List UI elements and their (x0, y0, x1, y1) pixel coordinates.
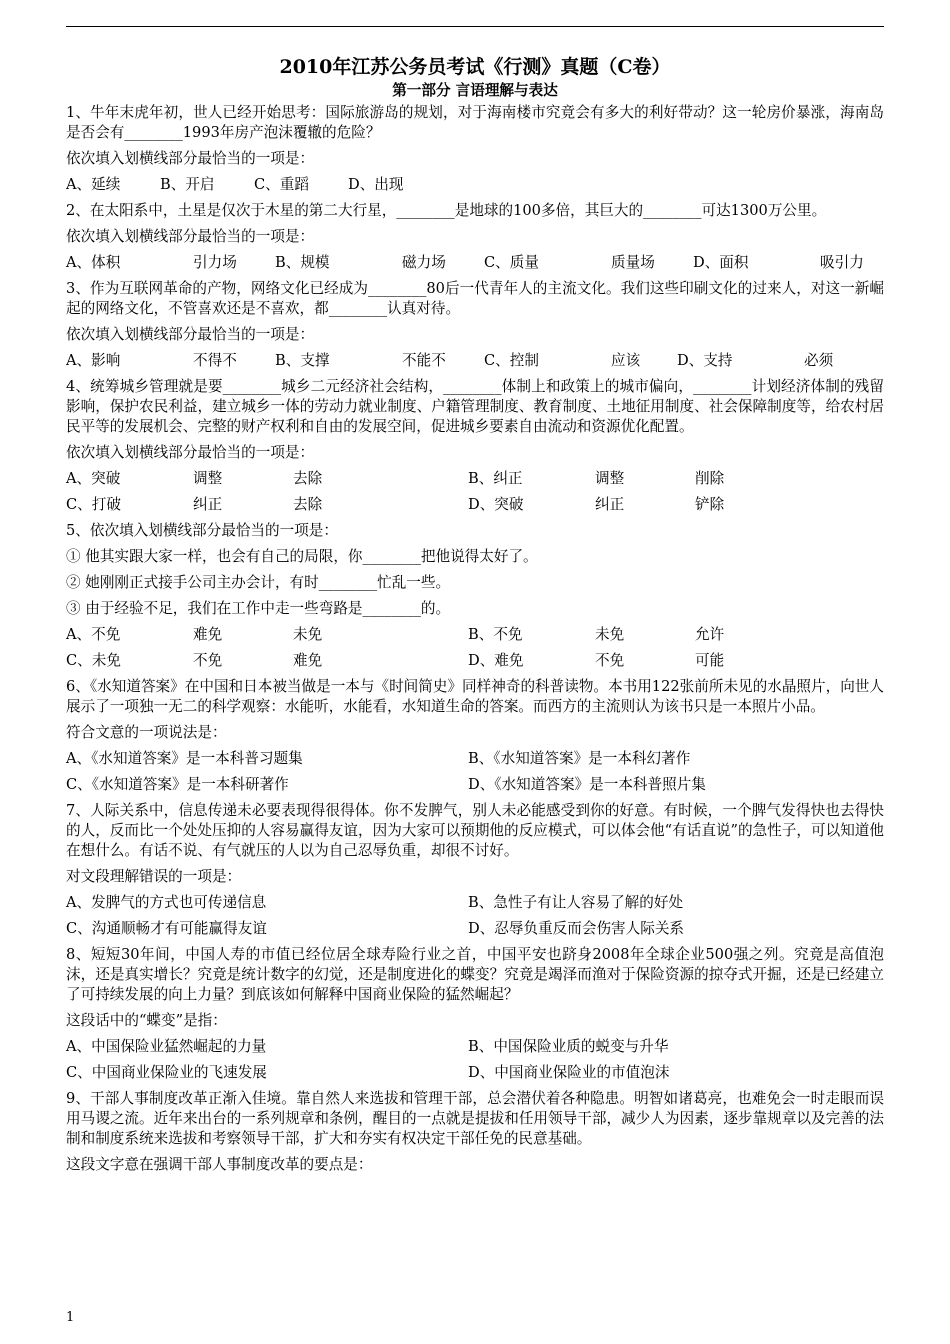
option-b: B、急性子有让人容易了解的好处 (468, 894, 684, 911)
option-b: B、《水知道答案》是一本科幻著作 (468, 750, 691, 767)
option-b: B、开启 (160, 176, 215, 193)
question-5-line-3: ③ 由于经验不足，我们在工作中走一些弯路是________的。 (66, 600, 451, 617)
question-6-options-row-2 (66, 775, 884, 795)
question-5-options (66, 625, 884, 645)
option-a: A、延续 (66, 176, 121, 193)
question-5-line-2: ② 她刚刚正式接手公司主办会计，有时________忙乱一些。 (66, 574, 451, 591)
option-d: D、《水知道答案》是一本科普照片集 (468, 776, 706, 793)
question-3-prompt: 依次填入划横线部分最恰当的一项是： (66, 326, 315, 343)
option-d: D、难免 不免 可能 (468, 652, 725, 669)
question-1-text: 1、牛年末虎年初，世人已经开始思考：国际旅游岛的规划，对于海南楼市究竟会有多大的利好带动？这一轮房价暴涨，海南岛是否会有________1993年房产泡沫覆辙的危险？ (66, 104, 884, 141)
option-c: C、《水知道答案》是一本科研著作 (66, 776, 289, 793)
option-a: A、中国保险业猛然崛起的力量 (66, 1038, 267, 1055)
option-d: D、出现 (348, 176, 404, 193)
question-8-options-row-2 (66, 1063, 884, 1083)
option-c: C、质量 质量场 (484, 254, 655, 271)
option-d: D、忍辱负重反而会伤害人际关系 (468, 920, 685, 937)
question-6-text: 6、《水知道答案》在中国和日本被当做是一本与《时间简史》同样神奇的科普读物。本书用122张前所未见的水晶照片，向世人展示了一项独一无二的科学观察：水能听，水能看，水知道生命的答案。而西方的主流则认为该书只是一本照片小品。 (66, 678, 884, 715)
option-a: A、不免 难免 未免 (66, 626, 323, 643)
question-7-text: 7、人际关系中，信息传递未必要表现得很得体。你不发脾气，别人未必能感受到你的好意。有时候，一个脾气发得快也去得快的人，反而比一个处处压抑的人容易赢得友谊，因为大家可以预期他的反应模式，可以体会他“有话直说”的急性子，可以知道他在想什么。有话不说、有气就压的人以为自己忍辱负重，却很不讨好。 (66, 802, 884, 859)
question-4-options (66, 469, 884, 489)
header-rule (66, 26, 884, 27)
question-5-options-row-2 (66, 651, 884, 671)
page-number: 1 (66, 1310, 75, 1325)
option-a: A、发脾气的方式也可传递信息 (66, 894, 267, 911)
option-d: D、支持 必须 (677, 352, 834, 369)
option-b: B、不免 未免 允许 (468, 626, 725, 643)
question-1-options (66, 175, 884, 195)
question-9-prompt: 这段文字意在强调干部人事制度改革的要点是： (66, 1156, 373, 1173)
option-c: C、重蹈 (254, 176, 309, 193)
page-title: 2010年江苏公务员考试《行测》真题（C卷） (279, 56, 671, 78)
question-7-prompt: 对文段理解错误的一项是： (66, 868, 242, 885)
question-2-text: 2、在太阳系中，土星是仅次于木星的第二大行星，________是地球的100多倍，其巨大的________可达1300万公里。 (66, 202, 827, 219)
question-7-options-row-2 (66, 919, 884, 939)
question-4-prompt: 依次填入划横线部分最恰当的一项是： (66, 444, 315, 461)
question-2-prompt: 依次填入划横线部分最恰当的一项是： (66, 228, 315, 245)
option-b: B、纠正 调整 削除 (468, 470, 725, 487)
question-8-options (66, 1037, 884, 1057)
question-8-text: 8、短短30年间，中国人寿的市值已经位居全球寿险行业之首，中国平安也跻身2008年全球企业500强之列。究竟是高值泡沫，还是真实增长？究竟是统计数字的幻觉，还是制度进化的蝶变？究竟是竭泽而渔对于保险资源的掠夺式开掘，还是已经建立了可持续发展的向上力量？到底该如何解释中国商业保险的猛然崛起？ (66, 946, 884, 1003)
question-3-options (66, 351, 884, 371)
option-c: C、控制 应该 (484, 352, 641, 369)
option-b: B、中国保险业质的蜕变与升华 (468, 1038, 669, 1055)
option-a: A、突破 调整 去除 (66, 470, 323, 487)
question-8-prompt: 这段话中的“蝶变”是指： (66, 1012, 227, 1029)
question-4-options-row-2 (66, 495, 884, 515)
option-a: A、体积 引力场 (66, 254, 237, 271)
question-3-text: 3、作为互联网革命的产物，网络文化已经成为________80后一代青年人的主流文化。我们这些印刷文化的过来人，对这一新崛起的网络文化，不管喜欢还是不喜欢，都________认真对待。 (66, 280, 884, 317)
document-page (66, 46, 884, 1175)
option-b: B、支撑 不能不 (275, 352, 446, 369)
question-9-text: 9、干部人事制度改革正渐入佳境。靠自然人来选拔和管理干部，总会潜伏着各种隐患。明智如诸葛亮，也难免会一时走眼而误用马谡之流。近年来出台的一系列规章和条例，醒目的一点就是提拔和任用领导干部，减少人为因素，逐步靠规章以及完善的法制和制度系统来选拔和考察领导干部，扩大和夯实有权决定干部任免的民意基础。 (66, 1090, 884, 1147)
option-a: A、《水知道答案》是一本科普习题集 (66, 750, 303, 767)
option-c: C、打破 纠正 去除 (66, 496, 323, 513)
question-6-options (66, 749, 884, 769)
option-a: A、影响 不得不 (66, 352, 237, 369)
option-d: D、突破 纠正 铲除 (468, 496, 725, 513)
question-5-line-1: ① 他其实跟大家一样，也会有自己的局限，你________把他说得太好了。 (66, 548, 538, 565)
question-2-options (66, 253, 884, 273)
option-c: C、未免 不免 难免 (66, 652, 323, 669)
question-4-text: 4、统筹城乡管理就是要________城乡二元经济社会结构，________体制上和政策上的城市偏向，________计划经济体制的残留影响，保护农民利益，建立城乡一体的劳动力就业制度、户籍管理制度、教育制度、土地征用制度、社会保障制度等，给农村居民平等的发展机会、完整的财产权利和自由的发展空间，促进城乡要素自由流动和资源优化配置。 (66, 378, 884, 435)
section-heading: 第一部分 言语理解与表达 (392, 82, 558, 99)
option-b: B、规模 磁力场 (275, 254, 446, 271)
option-d: D、中国商业保险业的市值泡沫 (468, 1064, 670, 1081)
question-7-options (66, 893, 884, 913)
question-6-prompt: 符合文意的一项说法是： (66, 724, 227, 741)
option-d: D、面积 吸引力 (693, 254, 864, 271)
question-5-text: 5、依次填入划横线部分最恰当的一项是： (66, 522, 338, 539)
option-c: C、沟通顺畅才有可能赢得友谊 (66, 920, 267, 937)
question-1-prompt: 依次填入划横线部分最恰当的一项是： (66, 150, 315, 167)
option-c: C、中国商业保险业的飞速发展 (66, 1064, 267, 1081)
